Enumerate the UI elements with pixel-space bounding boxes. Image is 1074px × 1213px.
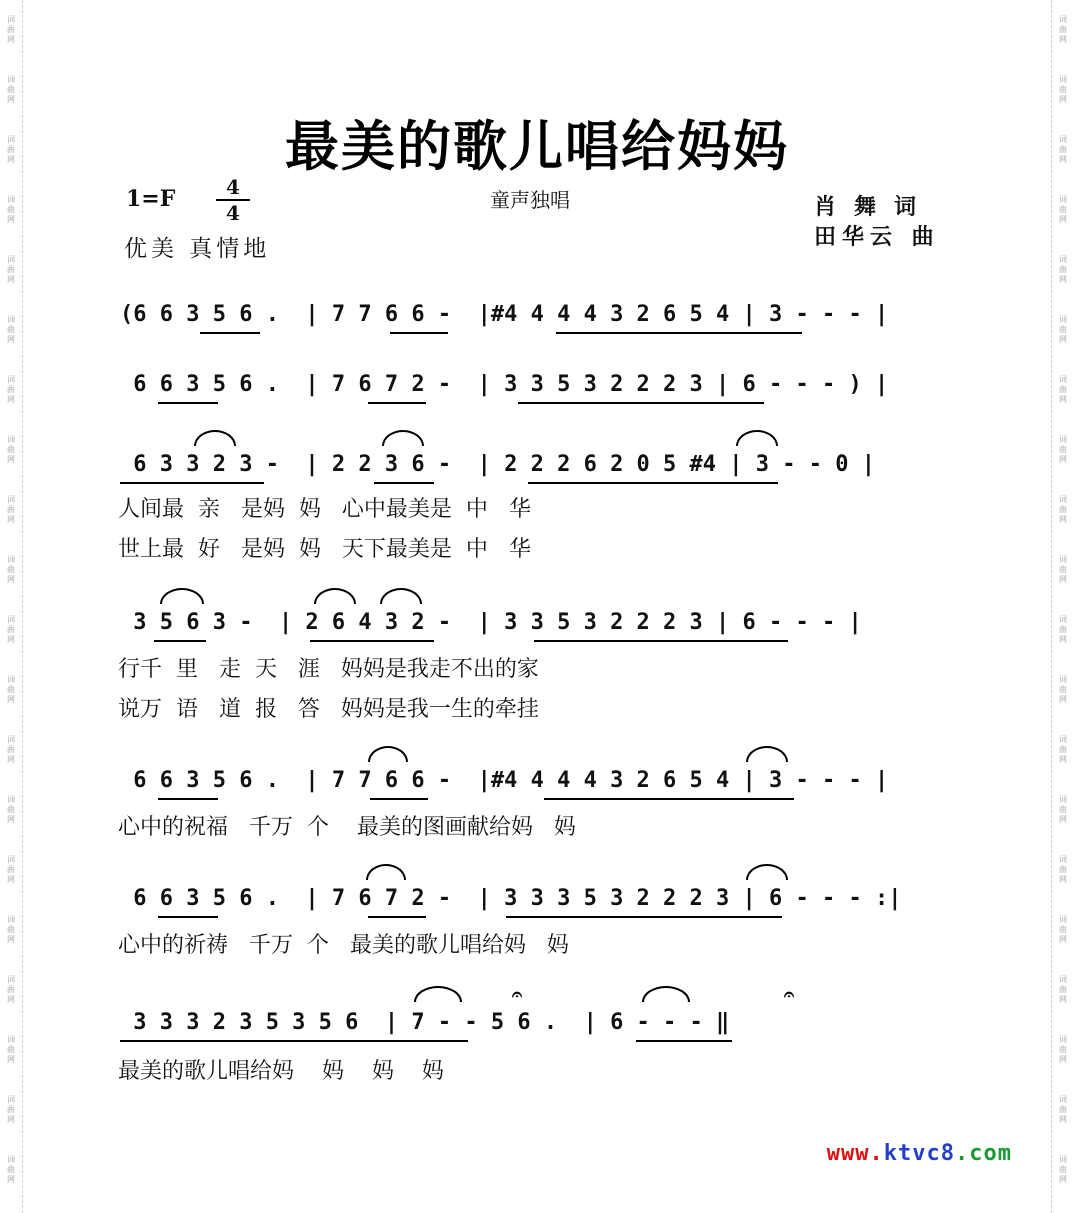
lyric-line-1: 最美的歌儿唱给妈 妈 妈 妈 bbox=[118, 1059, 444, 1084]
lyricist-credit: 肖舞词 bbox=[814, 194, 935, 220]
song-title: 最美的歌儿唱给妈妈 bbox=[285, 115, 789, 178]
time-signature bbox=[216, 176, 250, 224]
watermark-mark: 词 曲 网 bbox=[7, 135, 15, 164]
watermark-mark: 词 曲 网 bbox=[1059, 75, 1067, 104]
fermata-icon: 𝄐 bbox=[512, 984, 523, 1005]
lyric-line-2: 说万 语 道 报 答 妈妈是我一生的牵挂 bbox=[118, 697, 539, 722]
watermark-mark: 词 曲 网 bbox=[7, 855, 15, 884]
watermark-mark: 词 曲 网 bbox=[1059, 855, 1067, 884]
watermark-mark: 词 曲 网 bbox=[1059, 735, 1067, 764]
watermark-mark: 词 曲 网 bbox=[7, 315, 15, 344]
watermark-mark: 词 曲 网 bbox=[7, 615, 15, 644]
watermark-mark: 词 曲 网 bbox=[1059, 675, 1067, 704]
watermark-mark: 词 曲 网 bbox=[1059, 555, 1067, 584]
watermark-mark: 词 曲 网 bbox=[1059, 1035, 1067, 1064]
watermark-mark: 词 曲 网 bbox=[7, 915, 15, 944]
watermark-mark: 词 曲 网 bbox=[1059, 1155, 1067, 1184]
notation: 3 5 6 3 - | 2 6 4 3 2 - | 3 3 5 3 2 2 2 3 | 6 - - - | bbox=[120, 610, 862, 635]
watermark-mark: 词 曲 网 bbox=[7, 555, 15, 584]
notation: (6 6 3 5 6 . | 7 7 6 6 - |#4 4 4 4 3 2 6 5 4 | 3 - - - | bbox=[120, 302, 889, 327]
composer-credit: 田华云 曲 bbox=[814, 224, 940, 250]
watermark-mark: 词 曲 网 bbox=[7, 195, 15, 224]
watermark-mark: 词 曲 网 bbox=[1059, 1095, 1067, 1124]
score-row bbox=[28, 372, 1046, 406]
score-row bbox=[28, 886, 1046, 958]
watermark-mark: 词 曲 网 bbox=[1059, 375, 1067, 404]
lyric-line-1: 心中的祝福 千万 个 最美的图画献给妈 妈 bbox=[118, 815, 576, 840]
notation: 3 3 3 2 3 5 3 5 6 | 7 - - 5 6 . | 6 - - - ‖ bbox=[120, 1010, 730, 1035]
watermark-mark: 词 曲 网 bbox=[1059, 15, 1067, 44]
right-watermark-strip bbox=[1051, 0, 1074, 1213]
expression-marking: 优美 真情地 bbox=[124, 236, 271, 262]
watermark-mark: 词 曲 网 bbox=[1059, 975, 1067, 1004]
score-row bbox=[28, 302, 1046, 336]
key-signature: 1=F bbox=[126, 186, 176, 212]
url-part-tld: .com bbox=[955, 1141, 1012, 1166]
lyric-line-1: 心中的祈祷 千万 个 最美的歌儿唱给妈 妈 bbox=[118, 933, 569, 958]
site-url[interactable] bbox=[827, 1141, 1012, 1166]
fermata-icon: 𝄐 bbox=[784, 984, 795, 1005]
score-row bbox=[28, 452, 1046, 562]
watermark-mark: 词 曲 网 bbox=[7, 1155, 15, 1184]
lyric-line-2: 世上最 好 是妈 妈 天下最美是 中 华 bbox=[118, 537, 531, 562]
watermark-mark: 词 曲 网 bbox=[1059, 195, 1067, 224]
watermark-mark: 词 曲 网 bbox=[7, 75, 15, 104]
watermark-mark: 词 曲 网 bbox=[1059, 915, 1067, 944]
watermark-mark: 词 曲 网 bbox=[7, 735, 15, 764]
watermark-mark: 词 曲 网 bbox=[7, 1035, 15, 1064]
url-part-www: www. bbox=[826, 1141, 884, 1166]
watermark-mark: 词 曲 网 bbox=[7, 495, 15, 524]
lyric-line-1: 人间最 亲 是妈 妈 心中最美是 中 华 bbox=[118, 497, 531, 522]
watermark-mark: 词 曲 网 bbox=[1059, 615, 1067, 644]
score-row bbox=[28, 610, 1046, 722]
watermark-mark: 词 曲 网 bbox=[7, 795, 15, 824]
watermark-mark: 词 曲 网 bbox=[1059, 795, 1067, 824]
lyric-line-1: 行千 里 走 天 涯 妈妈是我走不出的家 bbox=[118, 657, 539, 682]
left-watermark-strip bbox=[0, 0, 23, 1213]
score-sheet bbox=[28, 22, 1046, 1192]
watermark-mark: 词 曲 网 bbox=[7, 1095, 15, 1124]
time-bottom: 4 bbox=[226, 201, 240, 225]
watermark-mark: 词 曲 网 bbox=[1059, 135, 1067, 164]
notation: 6 3 3 2 3 - | 2 2 3 6 - | 2 2 2 6 2 0 5 #4 | 3 - - 0 | bbox=[120, 452, 875, 477]
time-top: 4 bbox=[226, 175, 240, 199]
score-row bbox=[28, 768, 1046, 840]
notation: 6 6 3 5 6 . | 7 7 6 6 - |#4 4 4 4 3 2 6 5 4 | 3 - - - | bbox=[120, 768, 889, 793]
watermark-mark: 词 曲 网 bbox=[1059, 435, 1067, 464]
watermark-mark: 词 曲 网 bbox=[1059, 255, 1067, 284]
notation: 6 6 3 5 6 . | 7 6 7 2 - | 3 3 3 5 3 2 2 2 3 | 6 - - - :| bbox=[120, 886, 902, 911]
watermark-mark: 词 曲 网 bbox=[7, 375, 15, 404]
watermark-mark: 词 曲 网 bbox=[7, 255, 15, 284]
notation: 6 6 3 5 6 . | 7 6 7 2 - | 3 3 5 3 2 2 2 3 | 6 - - - ) | bbox=[120, 372, 889, 397]
watermark-mark: 词 曲 网 bbox=[7, 675, 15, 704]
watermark-mark: 词 曲 网 bbox=[7, 975, 15, 1004]
url-part-domain: ktvc8 bbox=[883, 1141, 956, 1166]
score-row bbox=[28, 984, 1046, 1084]
watermark-mark: 词 曲 网 bbox=[7, 435, 15, 464]
watermark-mark: 词 曲 网 bbox=[1059, 315, 1067, 344]
watermark-mark: 词 曲 网 bbox=[7, 15, 15, 44]
watermark-mark: 词 曲 网 bbox=[1059, 495, 1067, 524]
performance-type: 童声独唱 bbox=[490, 188, 570, 212]
